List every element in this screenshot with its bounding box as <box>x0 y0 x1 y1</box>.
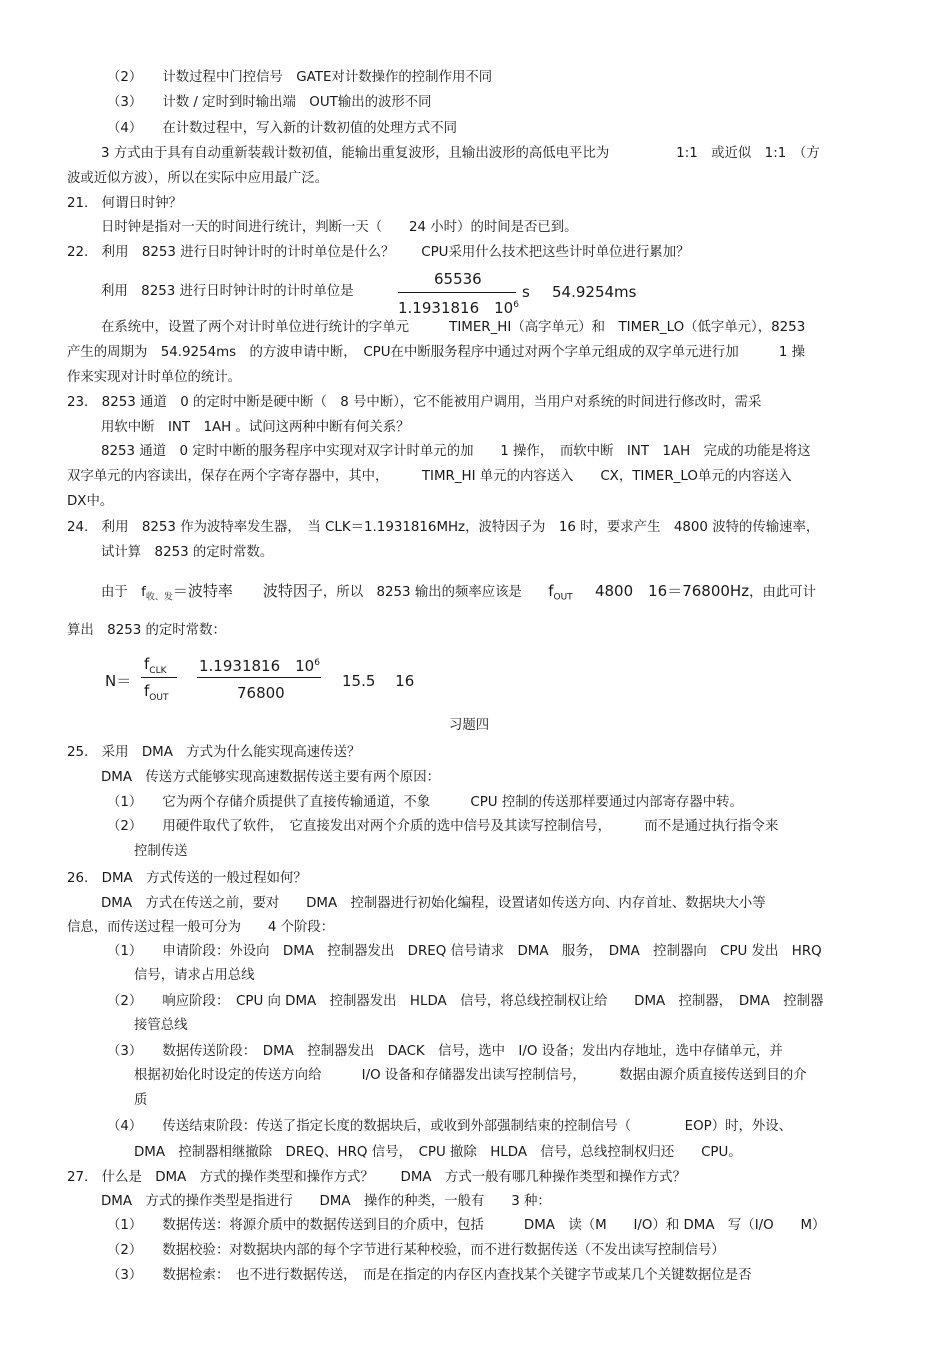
text-line: 算出 8253 的定时常数： <box>67 623 226 638</box>
formula1-fraction-bar <box>398 292 516 293</box>
formula2-sub: 收、发 <box>145 592 173 603</box>
text-line: （1） 申请阶段：外设向 DMA 控制器发出 DREQ 信号请求 DMA 服务， DMA 控制器向 CPU 发出 HRQ <box>107 944 822 959</box>
text-line: DX中。 <box>67 494 114 509</box>
text-line: （3） 数据检索： 也不进行数据传送， 而是在指定的内存区内查找某个关键字节或某几个关键数据位是否 <box>107 1268 752 1283</box>
timing-constant-formula <box>101 652 441 712</box>
text-line: 作来实现对计时单位的统计。 <box>67 370 242 385</box>
formula3-den2: 76800 <box>237 684 285 702</box>
text-line: DMA 方式的操作类型是指进行 DMA 操作的种类，一般有 3 种： <box>101 1194 551 1209</box>
formula1-denominator: 1.1931816 $10^6$ <box>398 299 519 317</box>
text-line: （2） 计数过程中门控信号 GATE对计数操作的控制作用不同 <box>107 70 493 85</box>
text-line: 25. 采用 DMA 方式为什么能实现高速传送？ <box>67 745 361 760</box>
text-line: 在系统中，设置了两个对计时单位进行统计的字单元 TIMER_HI（高字单元）和 TIMER_LO（低字单元），8253 <box>101 320 806 335</box>
formula1-unit: s <box>522 283 530 301</box>
text-line: （2） 响应阶段： CPU 向 DMA 控制器发出 HLDA 信号，将总线控制权让给 DMA 控制器， DMA 控制器 <box>107 994 824 1009</box>
timing-unit-formula <box>380 270 660 320</box>
text-line: 产生的周期为 54.9254ms 的方波申请中断， CPU在中断服务程序中通过对两个字单元组成的双字单元进行加 1 操 <box>67 345 806 360</box>
text-line: 波或近似方波），所以在实际中应用最广泛。 <box>67 171 329 186</box>
text-line: DMA 控制器相继撤除 DREQ、HRQ 信号， CPU 撤除 HLDA 信号，总线控制权归还 CPU。 <box>134 1145 742 1160</box>
text-line: DMA 传送方式能够实现高速数据传送主要有两个原因： <box>101 770 441 785</box>
formula3-result: 15.5 16 <box>342 672 415 690</box>
formula3-num-f: $f_{CLK}$ <box>144 655 167 676</box>
text-line: 日时钟是指对一天的时间进行统计，判断一天（ 24 小时）的时间是否已到。 <box>101 220 578 235</box>
formula2-calc: 4800 16＝76800Hz <box>594 582 750 600</box>
text-line: 26. DMA 方式传送的一般过程如何？ <box>67 871 307 886</box>
text-line: 信息，而传送过程一般可分为 4 个阶段： <box>67 920 335 935</box>
text-line: DMA 方式在传送之前，要对 DMA 控制器进行初始化编程，设置诸如传送方向、内存首址、数据块大小等 <box>101 896 766 911</box>
text-line: 控制传送 <box>134 844 188 859</box>
text-line: 试计算 8253 的定时常数。 <box>101 545 274 560</box>
text-line: 质 <box>134 1093 148 1108</box>
text-line: （2） 数据校验：对数据块内部的每个字节进行某种校验，而不进行数据传送（不发出读写控制信号） <box>107 1243 725 1258</box>
text-line: 27. 什么是 DMA 方式的操作类型和操作方式？ DMA 方式一般有哪几种操作类型和操作方式？ <box>67 1170 686 1185</box>
text-line: （3） 计数 / 定时到时输出端 OUT输出的波形不同 <box>107 95 432 110</box>
formula3-num2: 1.1931816 $10^6$ <box>199 657 320 675</box>
text-line: （1） 它为两个存储介质提供了直接传输通道，不象 CPU 控制的传送那样要通过内部寄存器中转。 <box>107 795 743 810</box>
formula2-fout-sub: OUT <box>553 592 573 603</box>
text-line: （4） 在计数过程中，写入新的计数初值的处理方式不同 <box>107 121 457 136</box>
formula3-fraction-bar-1 <box>141 677 177 678</box>
text-line: 习题四 <box>449 718 490 733</box>
text-line: 利用 8253 进行日时钟计时的计时单位是 <box>101 284 354 299</box>
formula2-suffix: ，由此可计 <box>749 585 817 600</box>
text-line: 8253 通道 0 定时中断的服务程序中实现对双字计时单元的加 1 操作， 而软中断 INT 1AH 完成的功能是将这 <box>101 444 811 459</box>
formula2-fout: f <box>548 582 554 600</box>
text-line: 根据初始化时设定的传送方向给 I/O 设备和存储器发出读写控制信号， 数据由源介质直接传送到目的介 <box>134 1068 807 1083</box>
formula2-prefix: 由于 f <box>101 585 146 600</box>
text-line: 信号，请求占用总线 <box>134 968 255 983</box>
text-line: （2） 用硬件取代了软件， 它直接发出对两个介质的选中信号及其读写控制信号， 而不是通过执行指令来 <box>107 819 779 834</box>
formula1-numerator: 65536 <box>434 270 482 288</box>
text-line: 双字单元的内容读出，保存在两个字寄存器中，其中， TIMR_HI 单元的内容送入 CX，TIMER_LO单元的内容送入 <box>67 469 792 484</box>
text-line: 用软中断 INT 1AH 。试问这两种中断有何关系？ <box>101 420 410 435</box>
formula1-result: 54.9254ms <box>552 283 637 301</box>
formula3-lhs: N＝ <box>105 672 132 690</box>
text-line: （3） 数据传送阶段： DMA 控制器发出 DACK 信号，选中 I/O 设备；发出内存地址，选中存储单元，并 <box>107 1044 783 1059</box>
formula2-middle: ＝波特率 波特因子 <box>172 582 323 600</box>
text-line: 23. 8253 通道 0 的定时中断是硬中断（ 8 号中断），它不能被用户调用，当用户对系统的时间进行修改时，需采 <box>67 395 762 410</box>
text-line: 3 方式由于具有自动重新装载计数初值，能输出重复波形，且输出波形的高低电平比为 1:1 或近似 1:1 （方 <box>101 146 820 161</box>
text-line: 22. 利用 8253 进行日时钟计时的计时单位是什么？ CPU采用什么技术把这些计时单位进行累加？ <box>67 245 690 260</box>
text-line: 24. 利用 8253 作为波特率发生器， 当 CLK＝1.1931816MHz，波特因子为 16 时，要求产生 4800 波特的传输速率， <box>67 520 820 535</box>
formula3-den-f: $f_{OUT}$ <box>144 682 169 703</box>
baud-rate-formula <box>101 580 901 604</box>
text-line: （1） 数据传送：将源介质中的数据传送到目的介质中，包括 DMA 读（M I/O）和 DMA 写（I/O M） <box>107 1218 826 1233</box>
formula3-fraction-bar-2 <box>197 677 321 678</box>
text-line: 21. 何谓日时钟？ <box>67 196 183 211</box>
formula2-text: ，所以 8253 输出的频率应该是 <box>322 585 522 600</box>
text-line: 接管总线 <box>134 1018 188 1033</box>
text-line: （4） 传送结束阶段：传送了指定长度的数据块后，或收到外部强制结束的控制信号（ EOP）时，外设、 <box>107 1119 793 1134</box>
